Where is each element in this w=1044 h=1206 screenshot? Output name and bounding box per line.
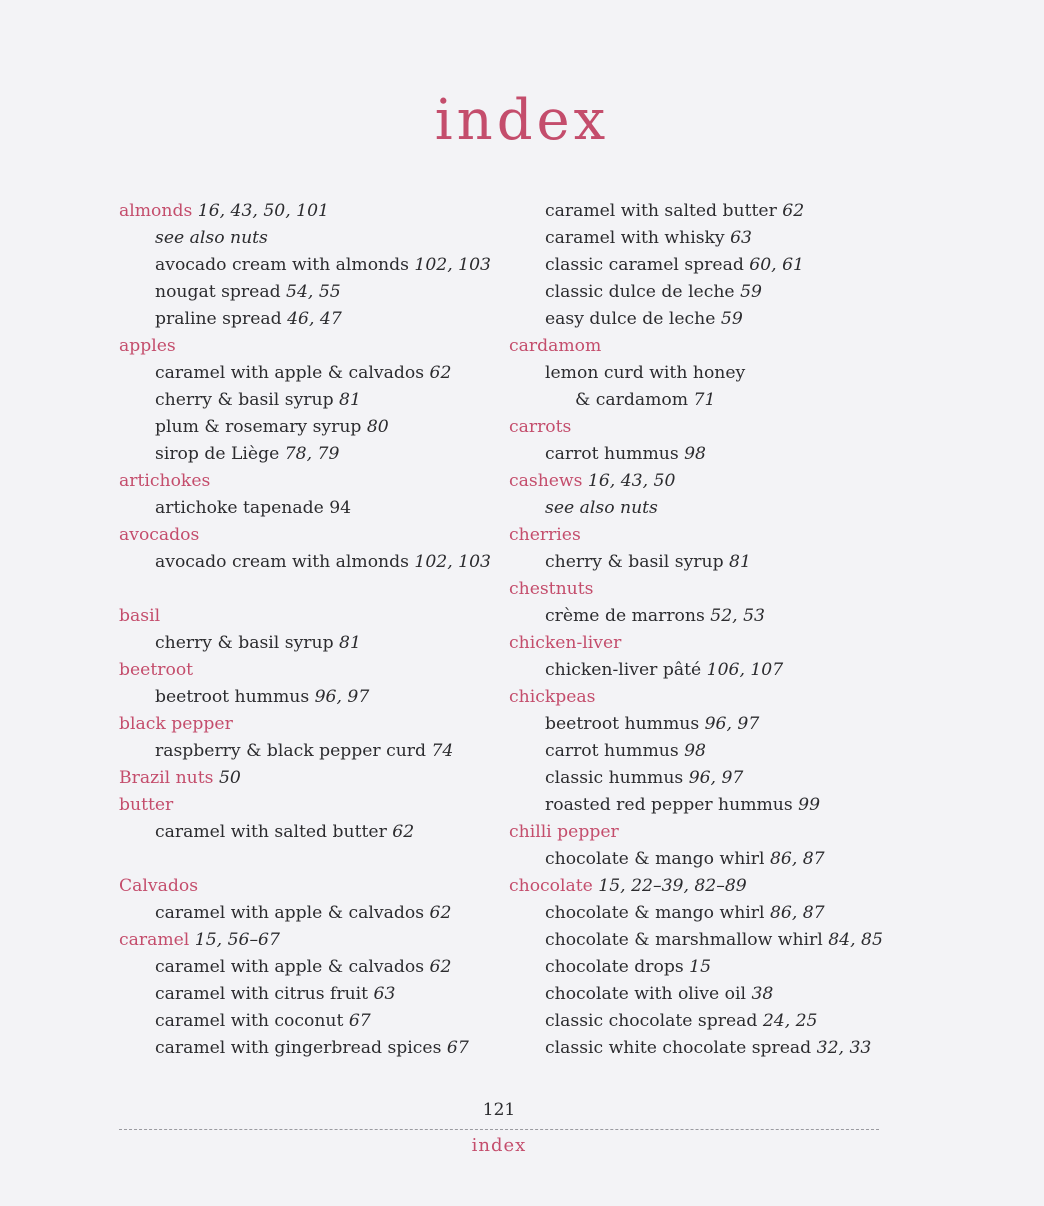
page-refs: 54, 55	[286, 282, 341, 302]
entry-text: plum & rosemary syrup	[155, 417, 367, 437]
heading-term: butter	[119, 795, 174, 815]
index-subentry	[119, 549, 539, 576]
heading-term: carrots	[509, 417, 572, 437]
entry-text: crème de marrons	[545, 606, 711, 626]
entry-text: avocado cream with almonds	[155, 255, 415, 275]
index-subentry	[509, 549, 929, 576]
entry-text: & cardamom	[575, 390, 694, 410]
heading-term: caramel	[119, 930, 190, 950]
entry-text: chocolate drops	[545, 957, 690, 977]
entry-text: caramel with whisky	[545, 228, 731, 248]
entry-text: caramel with apple & calvados	[155, 903, 430, 923]
heading-term: Brazil nuts	[119, 768, 214, 788]
index-subentry	[119, 306, 539, 333]
entry-text: caramel with gingerbread spices	[155, 1038, 447, 1058]
index-subentry	[119, 414, 539, 441]
heading-term: chicken-liver	[509, 633, 622, 653]
page-refs: 84, 85	[828, 930, 883, 950]
index-heading	[119, 711, 539, 738]
section-gap	[119, 846, 539, 873]
index-subentry	[509, 981, 929, 1008]
page-refs: 60, 61	[749, 255, 804, 275]
page-refs: 81	[339, 390, 361, 410]
entry-text: nougat spread	[155, 282, 287, 302]
page-refs: 98	[684, 741, 706, 761]
entry-text: chocolate with olive oil	[545, 984, 752, 1004]
index-heading	[119, 333, 539, 360]
index-heading	[119, 603, 539, 630]
page-refs: 15, 56–67	[189, 930, 280, 950]
page-refs: 86, 87	[769, 849, 825, 869]
index-subentry	[509, 603, 929, 630]
page-refs: 63	[373, 984, 396, 1004]
page-refs: 96, 97	[688, 768, 744, 788]
heading-term: cardamom	[509, 336, 602, 356]
entry-text: cherry & basil syrup	[155, 390, 340, 410]
page-refs: 32, 33	[816, 1038, 872, 1058]
page-refs: 15	[689, 957, 712, 977]
heading-term: Calvados	[119, 876, 199, 896]
page-refs: 62	[429, 363, 452, 383]
heading-term: chocolate	[509, 876, 593, 896]
page-refs: 15, 22–39, 82–89	[592, 876, 747, 896]
index-subentry	[509, 360, 929, 387]
heading-term: chickpeas	[509, 687, 596, 707]
page-refs: 86, 87	[769, 903, 825, 923]
page-refs: 16, 43, 50	[582, 471, 676, 491]
entry-text: caramel with apple & calvados	[155, 957, 430, 977]
page-refs: 62	[429, 903, 452, 923]
page-refs: 80	[366, 417, 389, 437]
heading-term: cashews	[509, 471, 583, 491]
heading-term: artichokes	[119, 471, 211, 491]
page-refs: 81	[729, 552, 751, 572]
index-subentry	[509, 657, 929, 684]
index-subentry	[119, 1035, 539, 1062]
index-subentry	[509, 738, 929, 765]
page-refs: 16, 43, 50, 101	[192, 201, 329, 221]
page-refs: 96, 97	[314, 687, 370, 707]
entry-text: roasted red pepper hummus	[545, 795, 799, 815]
heading-term: almonds	[119, 201, 193, 221]
index-subentry	[119, 900, 539, 927]
index-subentry	[509, 1008, 929, 1035]
entry-text: caramel with apple & calvados	[155, 363, 430, 383]
page-refs: 62	[429, 957, 452, 977]
heading-term: chestnuts	[509, 579, 594, 599]
page-refs: 63	[730, 228, 752, 248]
index-heading	[509, 576, 929, 603]
entry-text: carrot hummus	[545, 444, 685, 464]
page-refs: 59	[720, 309, 743, 329]
index-subentry	[509, 1035, 929, 1062]
index-subentry	[509, 954, 929, 981]
index-heading	[119, 657, 539, 684]
see-also-reference	[509, 495, 929, 522]
entry-text: caramel with citrus fruit	[155, 984, 374, 1004]
index-heading	[509, 522, 929, 549]
page-title: index	[434, 88, 610, 153]
entry-text: artichoke tapenade 94	[155, 498, 352, 518]
index-heading	[509, 819, 929, 846]
entry-text: classic caramel spread	[545, 255, 750, 275]
page-refs: 62	[782, 201, 805, 221]
page-refs: 50	[213, 768, 241, 788]
entry-text: classic white chocolate spread	[545, 1038, 817, 1058]
index-column-left	[119, 198, 539, 1062]
heading-term: chilli pepper	[509, 822, 619, 842]
page-refs: 52, 53	[710, 606, 765, 626]
index-heading	[509, 333, 929, 360]
index-subentry	[509, 441, 929, 468]
page-refs: 59	[740, 282, 762, 302]
page-refs: 106, 107	[706, 660, 784, 680]
index-heading	[119, 765, 539, 792]
entry-text: cherry & basil syrup	[155, 633, 340, 653]
index-subentry	[509, 225, 929, 252]
index-subentry	[509, 900, 929, 927]
index-heading	[119, 468, 539, 495]
heading-term: avocados	[119, 525, 200, 545]
entry-text: see also nuts	[545, 498, 658, 518]
index-subentry	[509, 792, 929, 819]
page-refs: 74	[431, 741, 454, 761]
index-subentry	[509, 252, 929, 279]
entry-text: caramel with coconut	[155, 1011, 349, 1031]
entry-text: sirop de Liège	[155, 444, 285, 464]
index-subentry	[119, 360, 539, 387]
page-number: 121	[482, 1100, 516, 1120]
entry-text: chocolate & mango whirl	[545, 903, 770, 923]
index-heading	[119, 792, 539, 819]
entry-text: praline spread	[155, 309, 288, 329]
entry-text: classic dulce de leche	[545, 282, 741, 302]
index-heading	[509, 684, 929, 711]
index-subentry	[509, 846, 929, 873]
index-subentry	[119, 1008, 539, 1035]
index-subentry	[509, 306, 929, 333]
index-heading	[509, 630, 929, 657]
index-subentry	[509, 711, 929, 738]
index-column-right	[509, 198, 929, 1062]
heading-term: black pepper	[119, 714, 233, 734]
page-refs: 81	[339, 633, 361, 653]
index-heading	[509, 873, 929, 900]
page-refs: 67	[348, 1011, 371, 1031]
index-subentry	[509, 927, 929, 954]
heading-term: cherries	[509, 525, 581, 545]
running-footer: index	[471, 1135, 527, 1156]
index-heading	[509, 468, 929, 495]
page-refs: 102, 103	[414, 255, 491, 275]
see-also-reference	[119, 225, 539, 252]
index-subentry	[119, 819, 539, 846]
index-heading	[509, 414, 929, 441]
entry-text: chocolate & mango whirl	[545, 849, 770, 869]
index-subentry	[119, 252, 539, 279]
index-heading	[119, 522, 539, 549]
index-subentry	[119, 684, 539, 711]
index-subentry	[509, 765, 929, 792]
entry-text: lemon curd with honey	[545, 363, 746, 383]
entry-text: beetroot hummus	[155, 687, 315, 707]
index-heading	[119, 198, 539, 225]
entry-text: carrot hummus	[545, 741, 685, 761]
page-refs: 78, 79	[284, 444, 340, 464]
heading-term: beetroot	[119, 660, 194, 680]
page-refs: 46, 47	[287, 309, 342, 329]
entry-text: caramel with salted butter	[155, 822, 393, 842]
entry-text: avocado cream with almonds	[155, 552, 415, 572]
heading-term: apples	[119, 336, 176, 356]
entry-text: caramel with salted butter	[545, 201, 783, 221]
entry-text: beetroot hummus	[545, 714, 705, 734]
index-subentry	[509, 387, 929, 414]
index-subentry	[119, 495, 539, 522]
page-refs: 62	[392, 822, 415, 842]
section-gap	[119, 576, 539, 603]
index-subentry	[119, 981, 539, 1008]
index-subentry	[119, 279, 539, 306]
entry-text: cherry & basil syrup	[545, 552, 730, 572]
entry-text: classic chocolate spread	[545, 1011, 763, 1031]
page-refs: 98	[684, 444, 706, 464]
page-refs: 24, 25	[762, 1011, 818, 1031]
entry-text: see also nuts	[155, 228, 268, 248]
entry-text: chocolate & marshmallow whirl	[545, 930, 829, 950]
index-heading	[119, 927, 539, 954]
entry-text: chicken-liver pâté	[545, 660, 707, 680]
page-refs: 99	[798, 795, 821, 815]
index-subentry	[119, 630, 539, 657]
footer-divider	[119, 1129, 879, 1130]
index-subentry	[119, 387, 539, 414]
index-subentry	[119, 441, 539, 468]
page-refs: 38	[751, 984, 774, 1004]
entry-text: easy dulce de leche	[545, 309, 721, 329]
index-subentry	[119, 954, 539, 981]
index-heading	[119, 873, 539, 900]
index-subentry	[119, 738, 539, 765]
heading-term: basil	[119, 606, 161, 626]
index-subentry	[509, 279, 929, 306]
index-subentry	[509, 198, 929, 225]
page-refs: 102, 103	[414, 552, 491, 572]
page-refs: 67	[446, 1038, 469, 1058]
entry-text: classic hummus	[545, 768, 689, 788]
page-refs: 96, 97	[704, 714, 760, 734]
page-refs: 71	[693, 390, 716, 410]
entry-text: raspberry & black pepper curd	[155, 741, 432, 761]
